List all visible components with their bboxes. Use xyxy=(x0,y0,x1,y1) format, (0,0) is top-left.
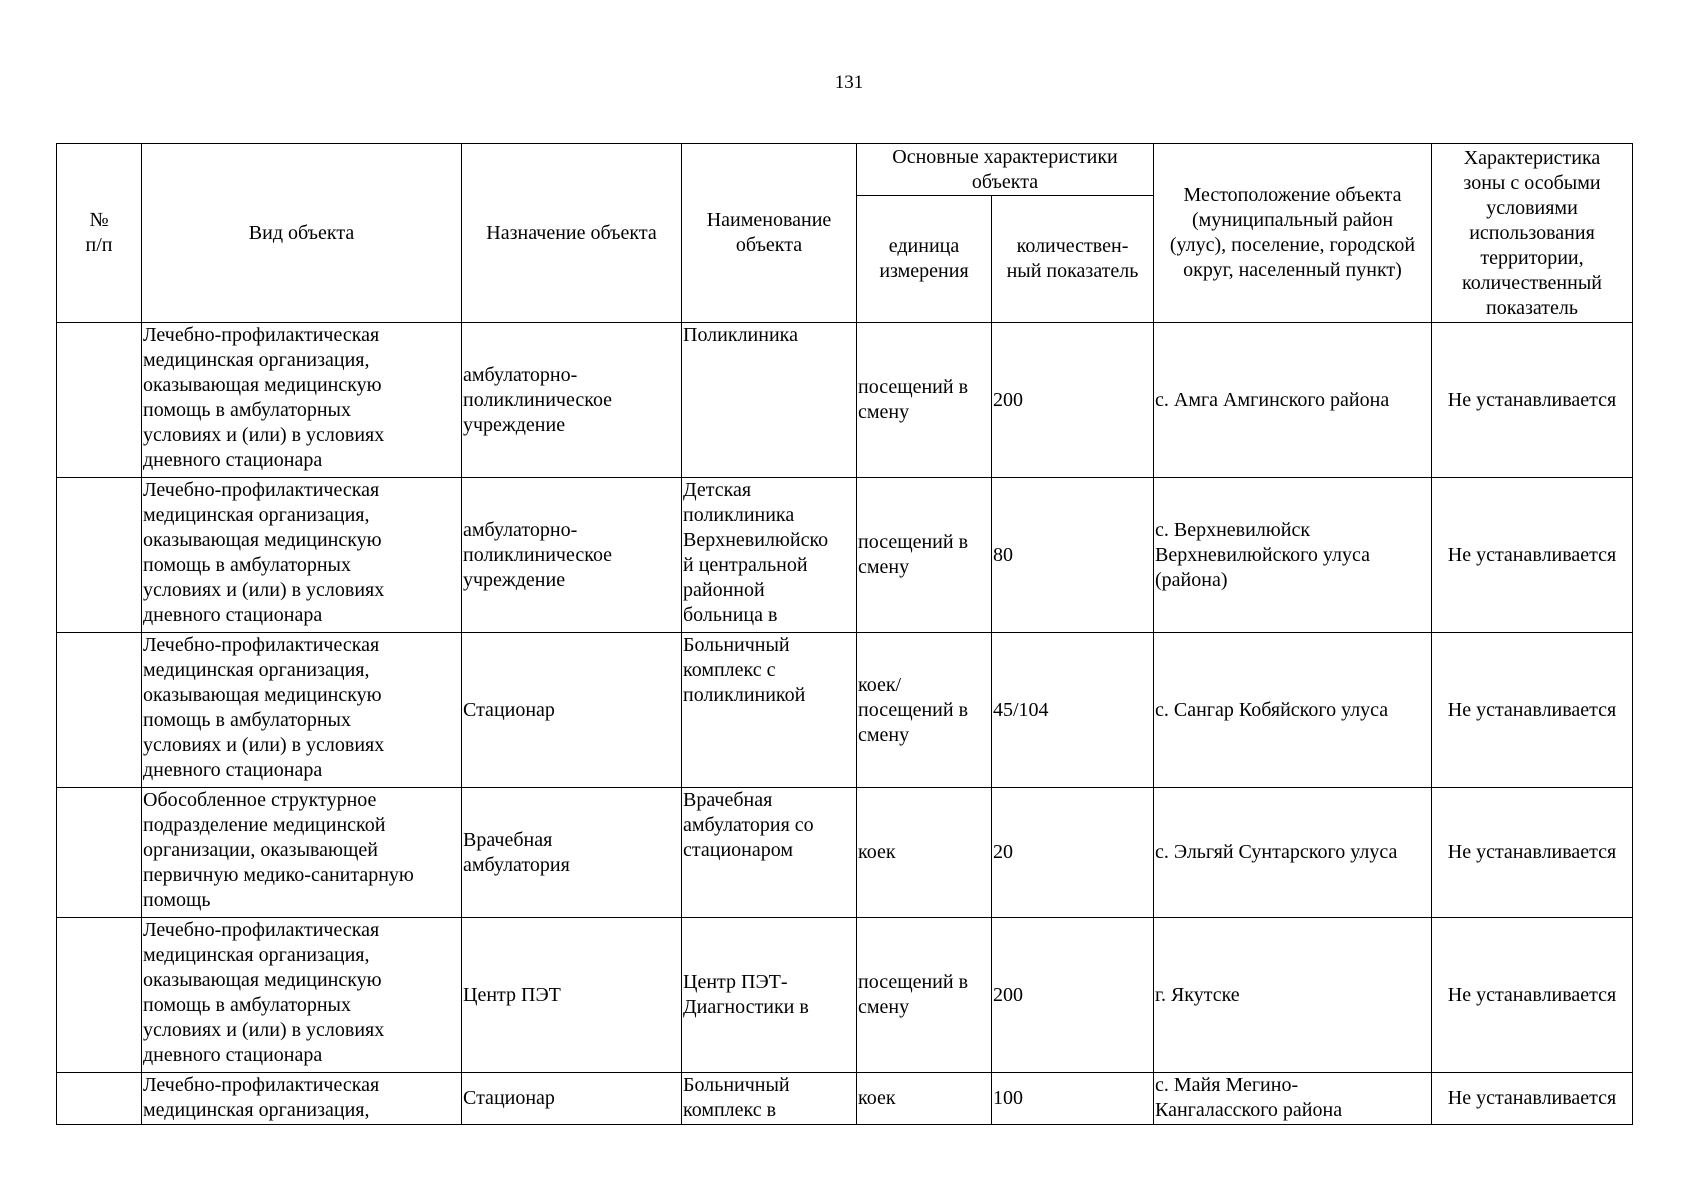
header-zone: Характеристика зоны с особыми условиями использования территории, количественный показатель xyxy=(1432,144,1633,323)
row-unit: коек xyxy=(857,1073,992,1125)
row-object-type: Обособленное структурное подразделение медицинской организации, оказывающей первичную медико-санитарную помощь xyxy=(142,788,462,918)
row-location: с. Майя Мегино- Кангаласского района xyxy=(1154,1073,1432,1125)
row-object-purpose: Стационар xyxy=(462,633,682,788)
table-body xyxy=(57,323,1633,1125)
row-quantity: 20 xyxy=(992,788,1154,918)
row-zone: Не устанавливается xyxy=(1432,918,1633,1073)
page-number: 131 xyxy=(834,72,864,93)
row-quantity: 45/104 xyxy=(992,633,1154,788)
row-object-name: Больничный комплекс в xyxy=(682,1073,857,1125)
row-unit: посещений в смену xyxy=(857,478,992,633)
table-row xyxy=(57,918,1633,1073)
row-num xyxy=(57,323,142,478)
table-header xyxy=(57,144,1633,323)
row-object-name: Центр ПЭТ- Диагностики в xyxy=(682,918,857,1073)
table-row xyxy=(57,1073,1633,1125)
row-object-type: Лечебно-профилактическая медицинская организация, xyxy=(142,1073,462,1125)
table-row xyxy=(57,323,1633,478)
row-object-purpose: Стационар xyxy=(462,1073,682,1125)
row-object-name: Поликлиника xyxy=(682,323,857,478)
row-num xyxy=(57,478,142,633)
row-object-purpose: амбулаторно- поликлиническое учреждение xyxy=(462,323,682,478)
row-object-purpose: Врачебная амбулатория xyxy=(462,788,682,918)
row-zone: Не устанавливается xyxy=(1432,478,1633,633)
row-unit: посещений в смену xyxy=(857,918,992,1073)
row-object-type: Лечебно-профилактическая медицинская организация, оказывающая медицинскую помощь в амбулаторных условиях и (или) в условиях дневного стационара xyxy=(142,633,462,788)
objects-table xyxy=(56,143,1633,1125)
table-row xyxy=(57,633,1633,788)
row-zone: Не устанавливается xyxy=(1432,788,1633,918)
row-object-name: Врачебная амбулатория со стационаром xyxy=(682,788,857,918)
row-object-type: Лечебно-профилактическая медицинская организация, оказывающая медицинскую помощь в амбулаторных условиях и (или) в условиях дневного стационара xyxy=(142,323,462,478)
row-object-name: Детская поликлиника Верхневилюйско й центральной районной больница в xyxy=(682,478,857,633)
row-quantity: 100 xyxy=(992,1073,1154,1125)
row-object-type: Лечебно-профилактическая медицинская организация, оказывающая медицинскую помощь в амбулаторных условиях и (или) в условиях дневного стационара xyxy=(142,478,462,633)
row-location: с. Амга Амгинского района xyxy=(1154,323,1432,478)
row-location: с. Эльгяй Сунтарского улуса xyxy=(1154,788,1432,918)
row-object-type: Лечебно-профилактическая медицинская организация, оказывающая медицинскую помощь в амбулаторных условиях и (или) в условиях дневного стационара xyxy=(142,918,462,1073)
row-zone: Не устанавливается xyxy=(1432,1073,1633,1125)
row-num xyxy=(57,918,142,1073)
header-num: № п/п xyxy=(57,144,142,323)
row-object-purpose: амбулаторно- поликлиническое учреждение xyxy=(462,478,682,633)
row-location: с. Верхневилюйск Верхневилюйского улуса (района) xyxy=(1154,478,1432,633)
header-location: Местоположение объекта (муниципальный район (улус), поселение, городской округ, населенный пункт) xyxy=(1154,144,1432,323)
row-object-name: Больничный комплекс с поликлиникой xyxy=(682,633,857,788)
header-object-purpose: Назначение объекта xyxy=(462,144,682,323)
row-zone: Не устанавливается xyxy=(1432,633,1633,788)
row-num xyxy=(57,788,142,918)
row-quantity: 200 xyxy=(992,918,1154,1073)
row-unit: коек xyxy=(857,788,992,918)
table-row xyxy=(57,788,1633,918)
header-quantity: количествен- ный показатель xyxy=(992,196,1154,323)
table-row xyxy=(57,478,1633,633)
row-unit: коек/ посещений в смену xyxy=(857,633,992,788)
row-unit: посещений в смену xyxy=(857,323,992,478)
row-quantity: 80 xyxy=(992,478,1154,633)
row-location: с. Сангар Кобяйского улуса xyxy=(1154,633,1432,788)
row-num xyxy=(57,1073,142,1125)
header-unit: единица измерения xyxy=(857,196,992,323)
row-location: г. Якутске xyxy=(1154,918,1432,1073)
row-zone: Не устанавливается xyxy=(1432,323,1633,478)
row-num xyxy=(57,633,142,788)
header-object-name: Наименование объекта xyxy=(682,144,857,323)
header-object-type: Вид объекта xyxy=(142,144,462,323)
row-quantity: 200 xyxy=(992,323,1154,478)
header-main-characteristics: Основные характеристики объекта xyxy=(857,144,1154,196)
row-object-purpose: Центр ПЭТ xyxy=(462,918,682,1073)
